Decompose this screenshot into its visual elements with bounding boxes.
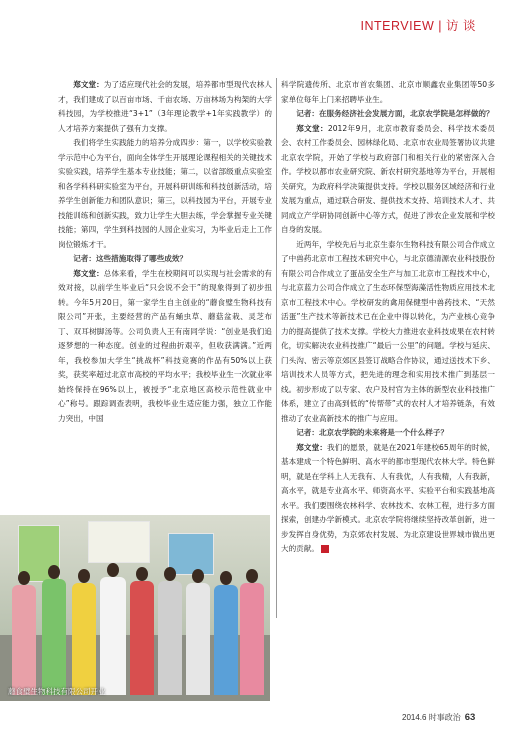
right-column xyxy=(281,78,495,557)
speaker-label: 郑文堂： xyxy=(73,268,104,278)
photo-head xyxy=(220,571,232,585)
photo-person xyxy=(186,583,210,695)
answer-text: 为了适应现代社会的发展，培养都市型现代农林人才，我们建成了以百亩市场、千亩农场、万亩林场为构架的大学科技园，为学校推进“3+1”（3年理论教学+1年实践教学）的人才培养方案提供了强有力支撑。 xyxy=(58,80,273,133)
photo-head xyxy=(164,567,176,581)
interviewee-answer xyxy=(58,267,272,427)
interviewee-answer xyxy=(281,441,495,557)
header-separator: | xyxy=(438,19,443,33)
section-header-english: INTERVIEW xyxy=(360,19,435,33)
photo-head xyxy=(246,569,258,583)
interviewer-question: 记者：在服务经济社会发展方面，北京农学院是怎样做的？ xyxy=(296,109,494,118)
photo-person xyxy=(158,581,182,695)
interviewer-question: 记者：这些措施取得了哪些成效？ xyxy=(73,254,188,263)
photo-head xyxy=(136,567,148,581)
speaker-label: 郑文堂： xyxy=(73,80,104,89)
page-footer xyxy=(402,712,475,723)
speaker-label: 郑文堂： xyxy=(296,123,328,133)
photo-head xyxy=(18,571,30,585)
photo-poster-center xyxy=(88,521,150,563)
photo-person xyxy=(12,585,36,695)
photo-head xyxy=(192,569,204,583)
photo-head xyxy=(48,565,60,579)
column-divider xyxy=(276,78,277,618)
group-photo xyxy=(0,515,270,701)
answer-text: 我们的愿景，就是在2021年建校65周年的时候，基本建成一个特色鲜明、高水平的都市型现代农林大学。特色鲜明，就是在学科上人无我有、人有我优，人有我精，人有我新，高水平，就是专业高水平、师资高水平、实验平台和实践基地高水平。我们要围绕农林科学、农林技术、农林工程，进行多方面探索，创建办学新模式。北京农学院将继续坚持改革创新，进一步发挥自身优势，为京郊农村发展、为北京建设世界城市做出更大的贡献。 xyxy=(281,442,495,553)
left-column xyxy=(58,78,272,426)
continued-paragraph: 科学院遗传所、北京市首农集团、北京市顺鑫农业集团等50多家单位每年上门来招聘毕业生。 xyxy=(281,80,495,104)
issue-label: 2014.6 时事政治 xyxy=(402,713,461,722)
photo-poster-right xyxy=(168,533,214,575)
photo-person xyxy=(72,583,96,695)
answer-text: 2012年9月，北京市教育委员会、科学技术委员会、农村工作委员会、园林绿化局、北京市农业局签署协议共建北京农学院，开始了学校与政府部门和相关行业的紧密深入合作。学校以都市农业研究院、新农村研究基地等为平台，开展相关研究，为政府科学决策提供支持。学校以服务区域经济和行业发展为重点，通过联合研发、提供技术支持、培训技术人才、共同成立产学研协同创新中心等方式，促进了涉农企业发展和学校自身的发展。 xyxy=(281,123,496,234)
body-paragraph: 近两年，学校先后与北京生泰尔生物科技有限公司合作成立了中兽药北京市工程技术研究中心，与北京德清源农业科技股份有限公司合作成立了蛋品安全生产与加工北京市工程技术中心，与北京蓝力公司合作成立了生态环保型海藻活性物质应用技术北京市工程技术中心。学校研发的禽用保健型中兽药技术、“天然活蛋”生产技术等新技术已在企业中得以转化，为产业核心竞争力的提高提供了技术支撑。学校大力推进农业科技成果在农村转化，切实解决农业科技推广“最后一公里”的问题。学校与延庆、门头沟、密云等京郊区县签订战略合作协议，通过送技术下乡、培训技术人员等方式，把先进的理念和实用技术推广到基层一线。初步形成了以专家、农户及村官为主体的新型农业科技推广体系，建立了由高到低的“传帮带”式的农村人才培养链条，有效推动了农业高新技术的推广与应用。 xyxy=(281,239,495,423)
interviewee-answer xyxy=(281,122,495,238)
photo-person xyxy=(240,583,264,695)
interviewee-answer xyxy=(58,78,272,136)
body-paragraph: 我们将学生实践能力的培养分成四步：第一，以学校实验教学示范中心为平台，面向全体学生开展理论课程相关的关键技术实验实践，培养学生基本专业技能；第二，以省部级重点实验室和各学科科研实验室为平台，开展科研训练和科技创新活动，培养学生创新能力和团队意识；第三，以科技园为平台，开展专业技能训练和创新实践，致力让学生大胆去练，学会掌握专业关键技能；第四，学生到科技园的人园企业实习，为毕业后走上工作岗位锻炼才干。 xyxy=(58,138,272,249)
interviewer-question: 记者：北京农学院的未来将是一个什么样子？ xyxy=(296,428,449,437)
section-header-chinese: 访 谈 xyxy=(446,19,476,33)
page-number: 63 xyxy=(464,712,476,723)
photo-caption: 蘑食璧生物科技有限公司开业 xyxy=(8,687,106,696)
section-header xyxy=(361,16,476,34)
answer-text: 总体来看，学生在校期间可以实现与社会需求的有效对接，以前学生毕业后“只会说不会干”的现象得到了初步扭转。今年5月20日，第一家学生自主创业的“蘑食璧生物科技有限公司”开张，主要经营的产品有蛹虫草、蘑菇盆栽、灵芝布丁、双耳树脚汤等。公司负责人王有南同学说：“创业是我们追逐梦想的一种态度。创业的过程曲折艰辛，但收获满满。”近两年，我校参加大学生“挑战杯”科技竞赛的作品有50%以上获奖，获奖率超过北京市高校的平均水平；我校毕业生一次就业率始终保持在96%以上，被授予“北京地区高校示范性就业中心”称号。跟踪调查表明，我校毕业生适应能力强，独立工作能力突出，中国 xyxy=(58,268,273,423)
photo-person xyxy=(100,577,126,695)
photo-person xyxy=(42,579,66,695)
photo-head xyxy=(78,569,90,583)
photo-person xyxy=(214,585,238,695)
speaker-label: 郑文堂： xyxy=(296,442,328,452)
article-end-mark xyxy=(321,545,329,553)
photo-head xyxy=(107,563,119,577)
photo-person xyxy=(130,581,154,695)
